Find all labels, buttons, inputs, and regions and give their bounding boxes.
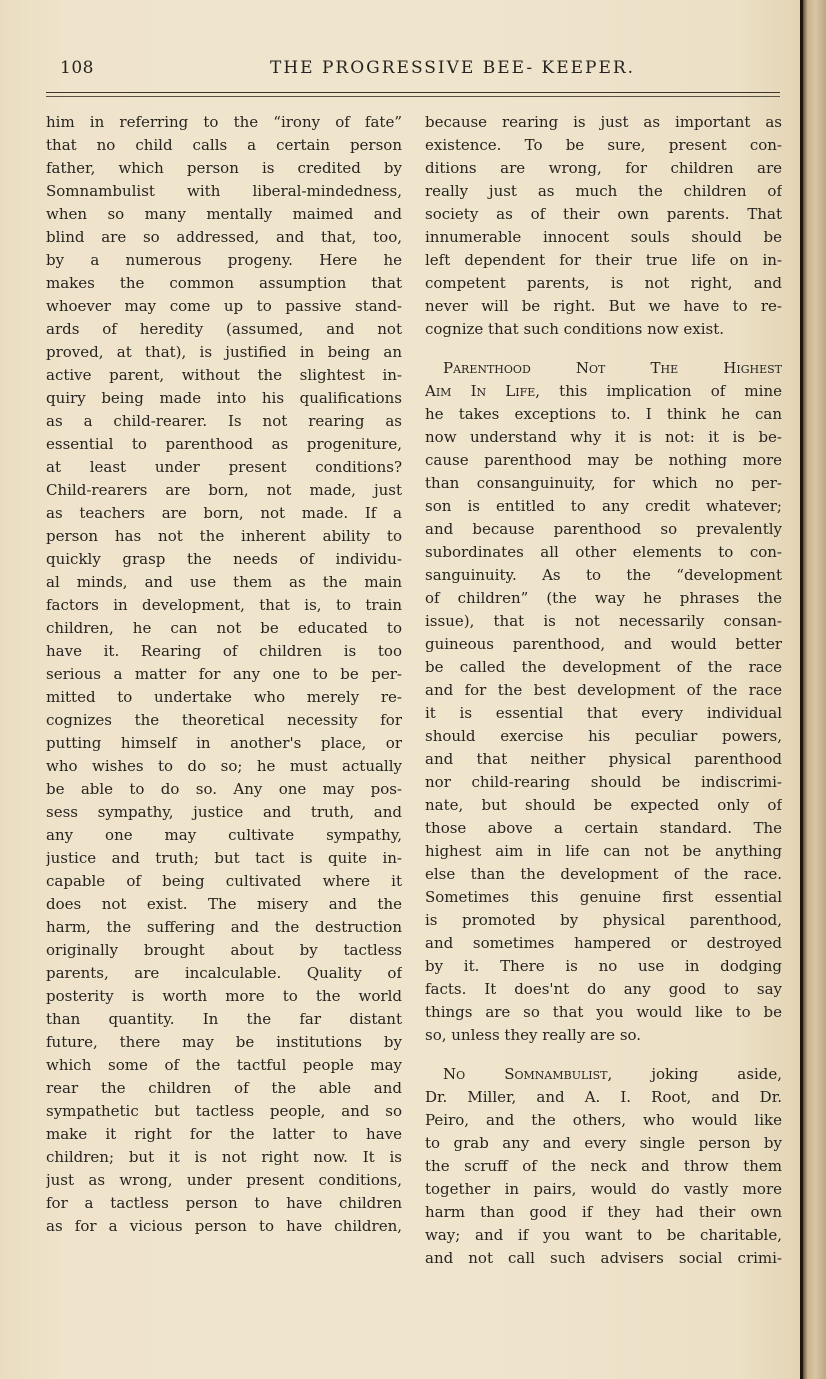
text-line: innumerable innocent souls should be [425, 228, 782, 246]
text-line: person has not the inherent ability to [46, 527, 402, 545]
text-line: harm than good if they had their own [425, 1203, 782, 1221]
text-line: subordinates all other elements to con- [425, 543, 782, 561]
text-line: rear the children of the able and [46, 1079, 402, 1097]
text-line: be called the development of the race [425, 658, 782, 676]
text-line: highest aim in life can not be anything [425, 842, 782, 860]
text-line: active parent, without the slightest in- [46, 366, 402, 384]
text-line: by a numerous progeny. Here he [46, 251, 402, 269]
text-line: justice and truth; but tact is quite in- [46, 849, 402, 867]
text-line: else than the development of the race. [425, 865, 782, 883]
text-line: should exercise his peculiar powers, [425, 727, 782, 745]
text-line: than consanguinuity, for which no per- [425, 474, 782, 492]
text-line: mitted to undertake who merely re- [46, 688, 402, 706]
text-line: now understand why it is not: it is be- [425, 428, 782, 446]
text-line: cause parenthood may be nothing more [425, 451, 782, 469]
text-line: quickly grasp the needs of individu- [46, 550, 402, 568]
paragraph-gap [425, 341, 782, 357]
text-line: Peiro, and the others, who would like [425, 1111, 782, 1129]
text-line: competent parents, is not right, and [425, 274, 782, 292]
text-line: that no child calls a certain person [46, 136, 402, 154]
text-line: when so many mentally maimed and [46, 205, 402, 223]
text-line: for a tactless person to have children [46, 1194, 402, 1212]
text-line: serious a matter for any one to be per- [46, 665, 402, 683]
text-line: he takes exceptions to. I think he can [425, 405, 782, 423]
text-line: so, unless they really are so. [425, 1026, 642, 1044]
text-line: guineous parenthood, and would better [425, 635, 782, 653]
text-line: any one may cultivate sympathy, [46, 826, 402, 844]
text-line: putting himself in another's place, or [46, 734, 402, 752]
text-line: those above a certain standard. The [425, 819, 782, 837]
text-line: originally brought about by tactless [46, 941, 402, 959]
text-line: as for a vicious person to have children, [46, 1217, 402, 1235]
running-title: THE PROGRESSIVE BEE- KEEPER. [270, 58, 636, 78]
text-line: Aim In Life, this implication of mine [425, 382, 782, 400]
text-line: Sometimes this genuine first essential [425, 888, 782, 906]
paragraph-gap [425, 1047, 782, 1063]
text-line: sympathetic but tactless people, and so [46, 1102, 402, 1120]
text-line: together in pairs, would do vastly more [425, 1180, 782, 1198]
text-line: and for the best development of the race [425, 681, 782, 699]
text-line: who wishes to do so; he must actually [46, 757, 402, 775]
text-line: future, there may be institutions by [46, 1033, 402, 1051]
text-line: Child-rearers are born, not made, just [46, 481, 402, 499]
text-line: Dr. Miller, and A. I. Root, and Dr. [425, 1088, 782, 1106]
text-line: things are so that you would like to be [425, 1003, 782, 1021]
text-line: as teachers are born, not made. If a [46, 504, 402, 522]
text-line: as a child-rearer. Is not rearing as [46, 412, 402, 430]
text-line: than quantity. In the far distant [46, 1010, 402, 1028]
text-line: left dependent for their true life on in- [425, 251, 782, 269]
text-line: at least under present conditions? [46, 458, 402, 476]
text-line: proved, at that), is justified in being an [46, 343, 402, 361]
text-line: nor child-rearing should be indiscrimi- [425, 773, 782, 791]
text-line: al minds, and use them as the main [46, 573, 402, 591]
text-line: capable of being cultivated where it [46, 872, 402, 890]
text-line: him in referring to the “irony of fate” [46, 113, 402, 131]
text-line: which some of the tactful people may [46, 1056, 402, 1074]
text-line: posterity is worth more to the world [46, 987, 402, 1005]
text-line: it is essential that every individual [425, 704, 782, 722]
section-heading: Parenthood Not The Highest [443, 359, 782, 377]
text-line: existence. To be sure, present con- [425, 136, 782, 154]
text-line: and not call such advisers social crimi- [425, 1249, 782, 1267]
header-rule [46, 92, 780, 93]
text-line: cognizes the theoretical necessity for [46, 711, 402, 729]
text-line: ditions are wrong, for children are [425, 159, 782, 177]
text-line: blind are so addressed, and that, too, [46, 228, 402, 246]
text-line: way; and if you want to be charitable, [425, 1226, 782, 1244]
text-line: children; but it is not right now. It is [46, 1148, 402, 1166]
text-line: because rearing is just as important as [425, 113, 782, 131]
text-line: cognize that such conditions now exist. [425, 320, 725, 338]
text-line: issue), that is not necessarily consan- [425, 612, 782, 630]
text-line: facts. It does'nt do any good to say [425, 980, 782, 998]
text-line: harm, the suffering and the destruction [46, 918, 402, 936]
text-line: sanguinuity. As to the “development [425, 566, 782, 584]
text-line: society as of their own parents. That [425, 205, 782, 223]
text-line: the scruff of the neck and throw them [425, 1157, 782, 1175]
running-header [60, 56, 780, 84]
text-line: never will be right. But we have to re- [425, 297, 782, 315]
right-column [425, 111, 782, 1270]
text-line: sess sympathy, justice and truth, and [46, 803, 402, 821]
text-line: be able to do so. Any one may pos- [46, 780, 402, 798]
text-line: make it right for the latter to have [46, 1125, 402, 1143]
text-line: essential to parenthood as progeniture, [46, 435, 402, 453]
left-column [46, 111, 402, 1238]
text-line: does not exist. The misery and the [46, 895, 402, 913]
text-line: really just as much the children of [425, 182, 782, 200]
book-gutter-edge [800, 0, 826, 1379]
text-line: is promoted by physical parenthood, [425, 911, 782, 929]
text-line: just as wrong, under present conditions, [46, 1171, 402, 1189]
header-rule-secondary [46, 96, 780, 97]
text-line: No Somnambulist, joking aside, [443, 1065, 782, 1083]
text-line: makes the common assumption that [46, 274, 402, 292]
text-line: and sometimes hampered or destroyed [425, 934, 782, 952]
text-line: factors in development, that is, to train [46, 596, 402, 614]
text-line: whoever may come up to passive stand- [46, 297, 402, 315]
text-line: of children” (the way he phrases the [425, 589, 782, 607]
text-line: by it. There is no use in dodging [425, 957, 782, 975]
page-number: 108 [60, 58, 94, 78]
text-line: Somnambulist with liberal-mindedness, [46, 182, 402, 200]
text-line: and that neither physical parenthood [425, 750, 782, 768]
text-line: and because parenthood so prevalently [425, 520, 782, 538]
text-line: ards of heredity (assumed, and not [46, 320, 402, 338]
text-line: quiry being made into his qualifications [46, 389, 402, 407]
text-line: to grab any and every single person by [425, 1134, 782, 1152]
text-line: parents, are incalculable. Quality of [46, 964, 402, 982]
text-line: son is entitled to any credit whatever; [425, 497, 782, 515]
text-line: children, he can not be educated to [46, 619, 402, 637]
text-line: nate, but should be expected only of [425, 796, 782, 814]
text-line: have it. Rearing of children is too [46, 642, 402, 660]
text-line: father, which person is credited by [46, 159, 402, 177]
